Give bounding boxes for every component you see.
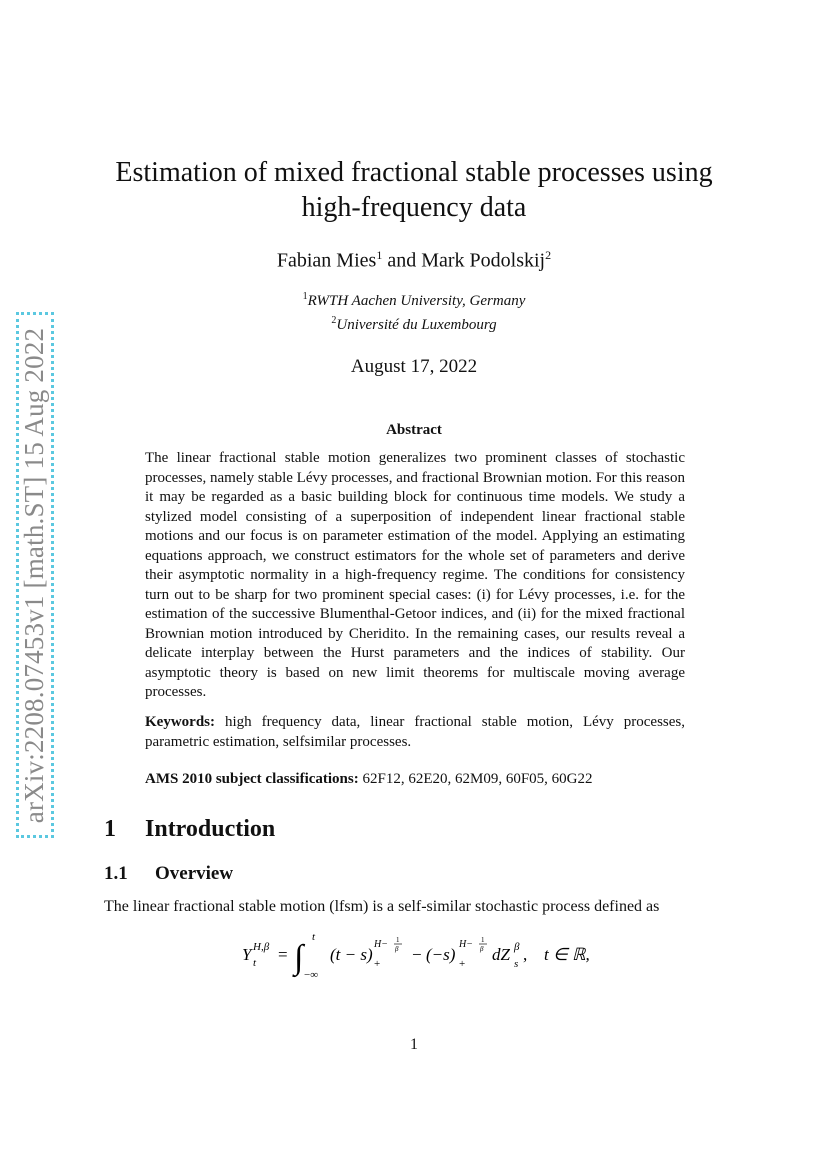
lfsm-equation bbox=[240, 930, 620, 980]
ams-codes: 62F12, 62E20, 62M09, 60F05, 60G22 bbox=[358, 771, 593, 787]
eq-term1-exponent: H− bbox=[374, 939, 388, 950]
author-2-name: Mark Podolskij bbox=[421, 249, 546, 272]
eq-term2-exponent: H− bbox=[459, 939, 473, 950]
eq-comma: , bbox=[523, 945, 528, 964]
eq-term2-sub: + bbox=[459, 958, 466, 970]
author-conjunction: and bbox=[382, 249, 422, 272]
keywords bbox=[145, 713, 685, 752]
author-1-name: Fabian Mies bbox=[276, 249, 377, 272]
affiliation-2-text: Université du Luxembourg bbox=[336, 317, 497, 333]
affiliation-1-text: RWTH Aachen University, Germany bbox=[307, 293, 526, 309]
eq-upper-limit: t bbox=[312, 931, 316, 943]
author-list bbox=[100, 248, 728, 273]
keywords-label: Keywords: bbox=[145, 714, 215, 730]
eq-lhs-sup: H,β bbox=[253, 941, 270, 953]
eq-differential-sup: β bbox=[514, 941, 520, 953]
section-heading bbox=[104, 816, 275, 843]
affiliation-1-mark: 1 bbox=[302, 291, 308, 302]
subsection-heading bbox=[104, 863, 233, 885]
publication-date: August 17, 2022 bbox=[350, 356, 478, 377]
affiliation-1 bbox=[100, 287, 728, 311]
author-2-affiliation-mark: 2 bbox=[545, 248, 552, 262]
eq-lhs: Y bbox=[242, 945, 252, 964]
abstract-heading: Abstract bbox=[386, 422, 442, 438]
eq-minus: − bbox=[412, 945, 422, 964]
eq-term1-sub: + bbox=[374, 958, 381, 970]
subsection-number: 1.1 bbox=[104, 863, 128, 884]
eq-lower-limit: −∞ bbox=[304, 969, 319, 980]
keywords-text: high frequency data, linear fractional stable motion, Lévy processes, parametric estimation, selfsimilar processes. bbox=[145, 714, 685, 750]
eq-term2: (−s) bbox=[426, 945, 456, 964]
ams-label: AMS 2010 subject classifications: bbox=[145, 771, 359, 787]
affiliations bbox=[100, 287, 728, 335]
eq-integral-sign: ∫ bbox=[294, 939, 304, 976]
subsection-title: Overview bbox=[155, 863, 234, 884]
title-line-1: Estimation of mixed fractional stable processes using bbox=[115, 157, 713, 188]
arxiv-stamp bbox=[16, 312, 54, 838]
ams-classifications bbox=[145, 771, 685, 788]
section-title: Introduction bbox=[145, 816, 276, 842]
eq-domain: t ∈ ℝ, bbox=[544, 945, 590, 964]
title-line-2: high-frequency data bbox=[301, 192, 527, 223]
page-number: 1 bbox=[410, 1036, 418, 1053]
eq-term1-frac-num: 1 bbox=[396, 936, 400, 944]
section-number: 1 bbox=[104, 816, 116, 842]
affiliation-2-mark: 2 bbox=[331, 315, 337, 326]
eq-term2-frac-num: 1 bbox=[481, 936, 485, 944]
eq-term1: (t − s) bbox=[330, 945, 373, 964]
eq-term2-frac-den: β bbox=[480, 945, 484, 953]
eq-differential-sub: s bbox=[514, 958, 519, 970]
abstract-text: The linear fractional stable motion generalizes two prominent classes of stochastic processes, namely stable Lévy processes, and fractional Brownian motion. For this reason it may be regarded as a basic building block for continuous time models. We study a stylized model consisting of a superposition of independent linear fractional stable motions and our focus is on parameter estimation of the model. Applying an estimating equations approach, we construct estimators for the whole set of parameters and derive their asymptotic normality in a high-frequency regime. The conditions for consistency turn out to be sharp for two prominent special cases: (i) for Lévy processes, i.e. for the estimation of the successive Blumenthal-Getoor indices, and (ii) for the mixed fractional Brownian motion introduced by Cheridito. In the remaining cases, our results reveal a delicate interplay between the Hurst parameters and the indices of stability. Our asymptotic theory is based on new limit theorems for multiscale moving average processes. bbox=[145, 450, 685, 700]
paper-title bbox=[100, 155, 728, 225]
intro-paragraph: The linear fractional stable motion (lfsm) is a self-similar stochastic process defined as bbox=[104, 898, 660, 915]
arxiv-identifier: arXiv:2208.07453v1 [math.ST] 15 Aug 2022 bbox=[19, 327, 50, 823]
author-1-affiliation-mark: 1 bbox=[376, 248, 383, 262]
eq-equals: = bbox=[278, 945, 288, 964]
affiliation-2 bbox=[100, 311, 728, 335]
eq-term1-frac-den: β bbox=[395, 945, 399, 953]
eq-differential: dZ bbox=[492, 945, 510, 964]
eq-lhs-sub: t bbox=[253, 957, 257, 969]
